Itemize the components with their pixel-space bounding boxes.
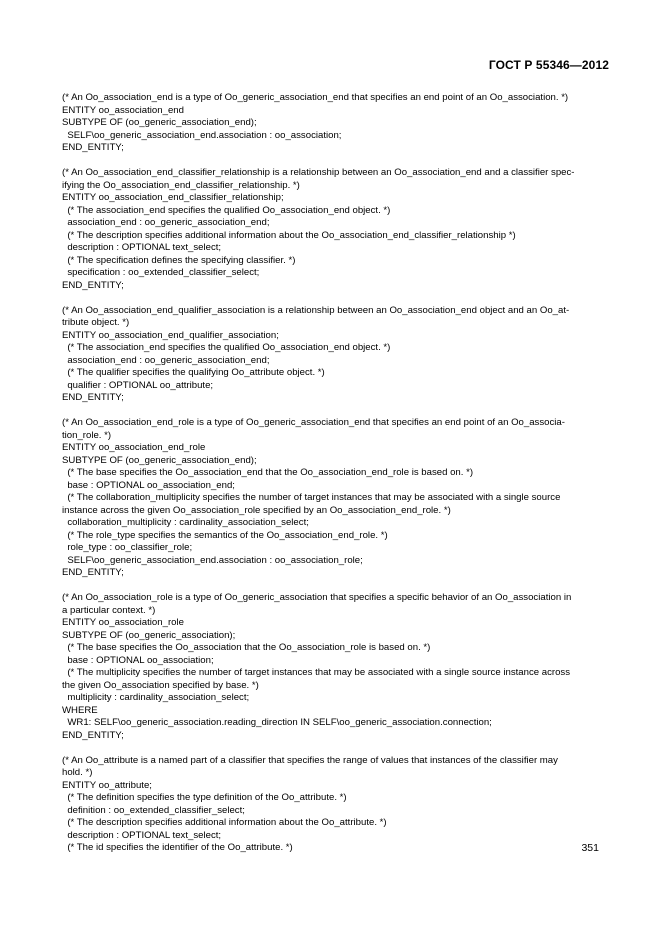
text-line: multiplicity : cardinality_association_select;	[62, 692, 250, 703]
text-block	[62, 167, 602, 292]
text-line: SUBTYPE OF (oo_generic_association_end);	[62, 117, 257, 128]
text-line: hold. *)	[62, 767, 93, 778]
text-line: END_ENTITY;	[62, 392, 124, 403]
text-line: base : OPTIONAL oo_association;	[62, 654, 214, 666]
text-line: (* The specification defines the specifying classifier. *)	[62, 254, 296, 266]
text-line: (* The description specifies additional information about the Oo_association_end_classifier_relationship *)	[62, 229, 516, 241]
text-line: association_end : oo_generic_association_end;	[62, 354, 270, 366]
text-line: (* The definition specifies the type definition of the Oo_attribute. *)	[62, 792, 347, 803]
text-line: (* The role_type specifies the semantics of the Oo_association_end_role. *)	[62, 529, 388, 541]
text-line: END_ENTITY;	[62, 729, 124, 741]
text-line: ENTITY oo_association_end	[62, 104, 184, 116]
text-line: role_type : oo_classifier_role;	[62, 542, 193, 553]
text-block	[62, 92, 602, 155]
text-block	[62, 417, 602, 580]
text-line: base : OPTIONAL oo_association_end;	[62, 479, 235, 491]
text-line: (* The qualifier specifies the qualifying Oo_attribute object. *)	[62, 367, 325, 378]
text-line: (* An Oo_association_end_qualifier_association is a relationship between an Oo_association_end object and an Oo_at-	[62, 304, 570, 316]
text-line: SUBTYPE OF (oo_generic_association);	[62, 629, 236, 641]
text-line: SELF\oo_generic_association_end.association : oo_association_role;	[62, 554, 363, 566]
text-line: END_ENTITY;	[62, 142, 124, 153]
text-line: (* The base specifies the Oo_association that the Oo_association_role is based on. *)	[62, 642, 431, 653]
text-line: ENTITY oo_attribute;	[62, 779, 152, 791]
text-line: specification : oo_extended_classifier_select;	[62, 267, 260, 278]
text-line: END_ENTITY;	[62, 567, 124, 578]
text-line: (* An Oo_association_role is a type of Oo_generic_association that specifies a specific behavior of an Oo_association in	[62, 592, 572, 603]
text-line: collaboration_multiplicity : cardinality_association_select;	[62, 517, 309, 528]
text-line: (* The id specifies the identifier of the Oo_attribute. *)	[62, 842, 293, 853]
text-line: ENTITY oo_association_end_role	[62, 442, 206, 453]
text-line: (* The collaboration_multiplicity specifies the number of target instances that may be associated with a single source	[62, 492, 561, 503]
document-body	[62, 92, 602, 867]
text-line: the given Oo_association specified by base. *)	[62, 679, 259, 691]
text-line: END_ENTITY;	[62, 279, 124, 291]
text-line: qualifier : OPTIONAL oo_attribute;	[62, 379, 214, 391]
text-line: ifying the Oo_association_end_classifier_relationship. *)	[62, 179, 300, 191]
page-number: 351	[581, 842, 599, 854]
standard-code: ГОСТ Р 55346—2012	[488, 58, 609, 72]
text-line: ENTITY oo_association_end_qualifier_association;	[62, 329, 279, 341]
text-line: WR1: SELF\oo_generic_association.reading_direction IN SELF\oo_generic_association.connection;	[62, 717, 492, 728]
text-line: instance across the given Oo_association_role specified by an Oo_association_end_role. *)	[62, 504, 451, 516]
text-line: (* An Oo_association_end_classifier_relationship is a relationship between an Oo_association_end and a classifier spec-	[62, 167, 575, 178]
text-line: (* An Oo_attribute is a named part of a classifier that specifies the range of values that instances of the classifier may	[62, 754, 558, 766]
text-line: tion_role. *)	[62, 429, 112, 441]
text-line: (* The association_end specifies the qualified Oo_association_end object. *)	[62, 204, 391, 216]
text-line: (* The description specifies additional information about the Oo_attribute. *)	[62, 817, 387, 828]
text-line: (* The multiplicity specifies the number of target instances that may be associated with a single source instance across	[62, 667, 571, 678]
text-line: tribute object. *)	[62, 317, 130, 328]
text-line: WHERE	[62, 704, 98, 716]
text-line: (* An Oo_association_end is a type of Oo_generic_association_end that specifies an end point of an Oo_association. *)	[62, 92, 569, 103]
text-line: definition : oo_extended_classifier_select;	[62, 804, 245, 816]
text-line: ENTITY oo_association_end_classifier_relationship;	[62, 192, 284, 203]
text-line: a particular context. *)	[62, 604, 156, 616]
text-block	[62, 305, 602, 405]
text-line: (* An Oo_association_end_role is a type of Oo_generic_association_end that specifies an end point of an Oo_associa-	[62, 417, 565, 428]
text-line: association_end : oo_generic_association_end;	[62, 217, 270, 228]
text-line: SELF\oo_generic_association_end.association : oo_association;	[62, 129, 342, 141]
text-line: (* The association_end specifies the qualified Oo_association_end object. *)	[62, 342, 391, 353]
text-line: description : OPTIONAL text_select;	[62, 829, 222, 841]
text-block	[62, 592, 602, 742]
text-line: (* The base specifies the Oo_association_end that the Oo_association_end_role is based on. *)	[62, 467, 474, 478]
text-line: SUBTYPE OF (oo_generic_association_end);	[62, 454, 257, 466]
text-line: description : OPTIONAL text_select;	[62, 242, 222, 253]
text-line: ENTITY oo_association_role	[62, 617, 184, 628]
text-block	[62, 755, 602, 855]
